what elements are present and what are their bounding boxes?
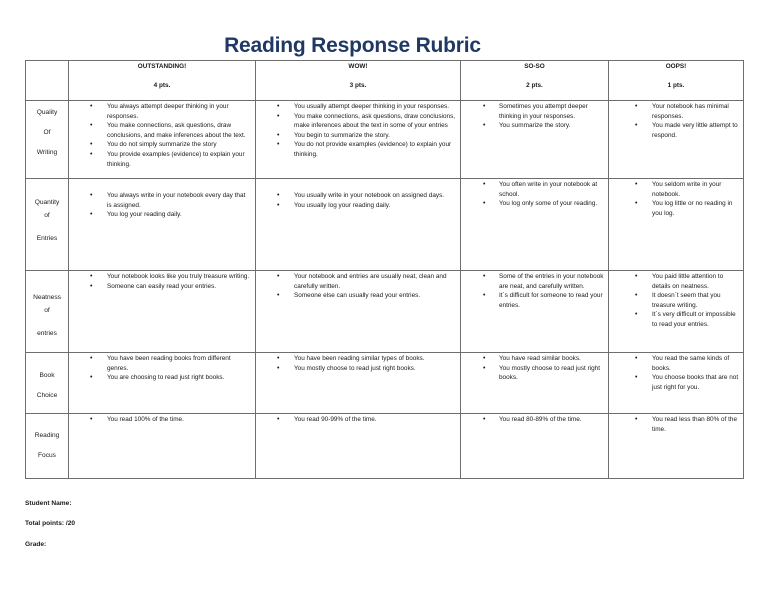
descriptor-cell-so-so	[461, 271, 609, 353]
descriptor-item: • You provide examples (evidence) to explain your thinking.	[69, 150, 255, 169]
descriptor-cell-outstanding	[69, 271, 256, 353]
criterion-label: Of	[43, 128, 51, 136]
criterion-label: Book	[39, 372, 55, 379]
descriptor-item: • You usually log your reading daily.	[256, 201, 460, 211]
descriptor-item: • You read 90-99% of the time.	[256, 415, 460, 425]
descriptor-item: • You have read similar books.	[461, 354, 608, 364]
descriptor-item: • You have been reading similar types of books.	[256, 354, 460, 364]
descriptor-list	[69, 191, 255, 220]
descriptor-item: • You paid little attention to details on neatness.	[609, 272, 743, 291]
descriptor-item: • You do not provide examples (evidence) to explain your thinking.	[256, 140, 460, 159]
rubric-row-neatness-of-entries	[26, 271, 744, 353]
criterion-label: of	[44, 211, 50, 219]
descriptor-cell-outstanding	[69, 414, 256, 479]
header-row	[26, 61, 744, 101]
rubric-row-quality-of-writing	[26, 101, 744, 179]
descriptor-item: • You usually write in your notebook on assigned days.	[256, 191, 460, 201]
descriptor-cell-so-so	[461, 414, 609, 479]
descriptor-item: • You seldom write in your notebook.	[609, 180, 743, 199]
descriptor-cell-wow	[256, 271, 461, 353]
descriptor-item: • You make connections, ask questions, draw conclusions, make inferences about the text in some of your entries	[256, 112, 460, 131]
descriptor-item: • You are choosing to read just right books.	[69, 373, 255, 383]
criterion-label: Neatness	[33, 294, 61, 301]
descriptor-cell-oops	[609, 271, 744, 353]
descriptor-cell-oops	[609, 179, 744, 271]
rubric-row-book-choice	[26, 353, 744, 414]
descriptor-item: • Your notebook has minimal responses.	[609, 102, 743, 121]
descriptor-item: • You often write in your notebook at school.	[461, 180, 608, 199]
descriptor-cell-wow	[256, 179, 461, 271]
criterion-cell	[26, 414, 69, 479]
descriptor-list	[256, 102, 460, 160]
descriptor-list	[69, 272, 255, 291]
descriptor-cell-outstanding	[69, 179, 256, 271]
descriptor-item: • It doesn´t seem that you treasure writing.	[609, 291, 743, 310]
descriptor-item: • You read the same kinds of books.	[609, 354, 743, 373]
rubric-row-reading-focus	[26, 414, 744, 479]
criterion-label: Writing	[36, 148, 58, 156]
descriptor-list	[256, 415, 460, 425]
descriptor-item: • You log little or no reading in you log.	[609, 199, 743, 218]
descriptor-cell-oops	[609, 101, 744, 179]
descriptor-cell-oops	[609, 353, 744, 414]
descriptor-item: • You choose books that are not just right for you.	[609, 373, 743, 392]
descriptor-list	[461, 354, 608, 383]
descriptor-cell-wow	[256, 353, 461, 414]
criterion-label: entries	[37, 329, 57, 337]
descriptor-list	[461, 102, 608, 131]
descriptor-item: • You always write in your notebook every day that is assigned.	[69, 191, 255, 210]
descriptor-item: • You mostly choose to read just right books.	[256, 364, 460, 374]
student-name-label: Student Name:	[25, 500, 72, 507]
descriptor-item: • You usually attempt deeper thinking in your responses.	[256, 102, 460, 112]
descriptor-item: • Some of the entries in your notebook are neat, and carefully written.	[461, 272, 608, 291]
descriptor-item: • You mostly choose to read just right books.	[461, 364, 608, 383]
descriptor-item: • You log only some of your reading.	[461, 199, 608, 209]
criterion-label: Focus	[38, 451, 56, 459]
header-wow: WOW! 3 pts.	[256, 61, 461, 101]
descriptor-cell-outstanding	[69, 353, 256, 414]
descriptor-cell-wow	[256, 101, 461, 179]
descriptor-list	[69, 415, 255, 425]
descriptor-cell-wow	[256, 414, 461, 479]
descriptor-item: • You do not simply summarize the story	[69, 140, 255, 150]
descriptor-item: • Your notebook and entries are usually neat, clean and carefully written.	[256, 272, 460, 291]
descriptor-item: • You read less than 80% of the time.	[609, 415, 743, 434]
descriptor-item: • Sometimes you attempt deeper thinking in your responses.	[461, 102, 608, 121]
descriptor-list	[256, 191, 460, 210]
descriptor-item: • You make connections, ask questions, draw conclusions, and make inferences about the text.	[69, 121, 255, 140]
header-outstanding: OUTSTANDING! 4 pts.	[69, 61, 256, 101]
descriptor-cell-outstanding	[69, 101, 256, 179]
descriptor-cell-oops	[609, 414, 744, 479]
descriptor-item: • You read 80-89% of the time.	[461, 415, 608, 425]
descriptor-list	[609, 102, 743, 140]
descriptor-item: • Someone can easily read your entries.	[69, 282, 255, 292]
descriptor-list	[609, 415, 743, 434]
descriptor-item: • You have been reading books from different genres.	[69, 354, 255, 373]
descriptor-list	[609, 180, 743, 218]
descriptor-list	[69, 102, 255, 169]
total-points-label: Total points: /20	[25, 520, 76, 527]
descriptor-item: • You made very little attempt to respond.	[609, 121, 743, 140]
descriptor-list	[461, 415, 608, 425]
descriptor-list	[69, 354, 255, 383]
descriptor-item: • You begin to summarize the story.	[256, 131, 460, 141]
criterion-label: Reading	[34, 432, 60, 439]
descriptor-cell-so-so	[461, 353, 609, 414]
criterion-label: Quantity	[34, 199, 60, 206]
descriptor-list	[256, 354, 460, 373]
descriptor-item: • Someone else can usually read your entries.	[256, 291, 460, 301]
criterion-cell	[26, 271, 69, 353]
page-title: Reading Response Rubric	[224, 34, 481, 57]
descriptor-list	[461, 180, 608, 209]
rubric-row-quantity-of-entries	[26, 179, 744, 271]
descriptor-item: • It´s very difficult or impossible to read your entries.	[609, 310, 743, 329]
rubric-table	[25, 60, 744, 479]
criterion-cell	[26, 179, 69, 271]
descriptor-item: • It´s difficult for someone to read your entries.	[461, 291, 608, 310]
descriptor-item: • You read 100% of the time.	[69, 415, 255, 425]
criterion-label: Entries	[36, 234, 58, 242]
descriptor-list	[609, 354, 743, 392]
descriptor-item: • Your notebook looks like you truly treasure writing.	[69, 272, 255, 282]
header-corner-cell	[26, 61, 69, 101]
descriptor-item: • You log your reading daily.	[69, 210, 255, 220]
grade-label: Grade:	[25, 541, 47, 548]
descriptor-cell-so-so	[461, 179, 609, 271]
criterion-label: of	[44, 306, 50, 314]
header-so-so: SO-SO 2 pts.	[461, 61, 609, 101]
criterion-cell	[26, 101, 69, 179]
descriptor-item: • You always attempt deeper thinking in your responses.	[69, 102, 255, 121]
descriptor-cell-so-so	[461, 101, 609, 179]
descriptor-list	[609, 272, 743, 330]
descriptor-item: • You summarize the story.	[461, 121, 608, 131]
criterion-label: Quality	[36, 109, 58, 116]
descriptor-list	[256, 272, 460, 301]
criterion-cell	[26, 353, 69, 414]
header-oops: OOPS! 1 pts.	[609, 61, 744, 101]
criterion-label: Choice	[36, 391, 58, 399]
descriptor-list	[461, 272, 608, 310]
